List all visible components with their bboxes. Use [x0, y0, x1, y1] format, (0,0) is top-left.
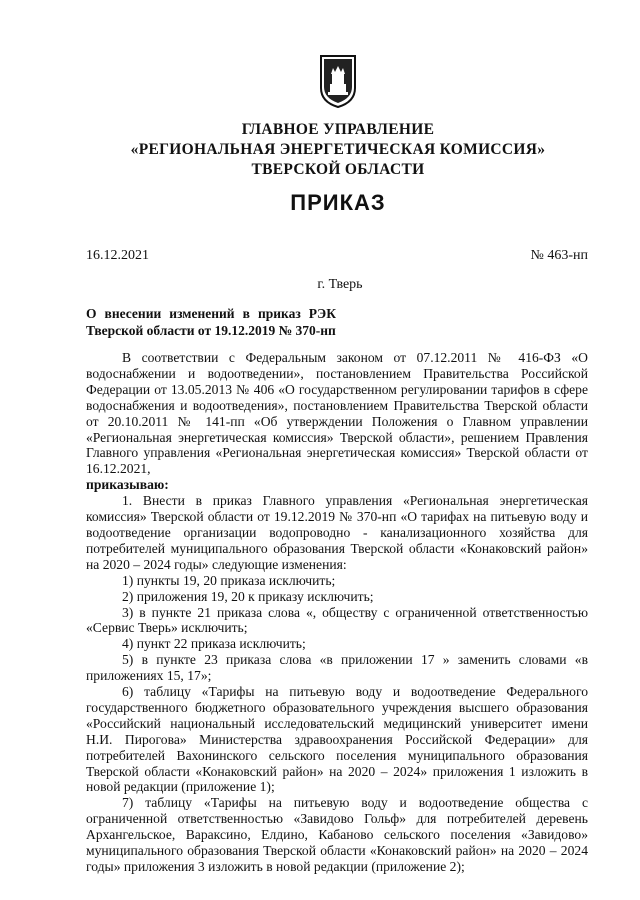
paragraph-subitem-6: 6) таблицу «Тарифы на питьевую воду и водоотведение Федерального государственного бюджетного образовательного учреждения высшего образования «Российский национальный исследовательский медицинский университет имени Н.И. Пирогова» Министерства здравоохранения Российской Федерации» для потребителей Вахонинского сельского поселения муниципального образования Тверской области «Конаковский район» на 2020 – 2024» приложения 1 изложить в новой редакции (приложение 1);: [86, 684, 588, 795]
paragraph-subitem-4: 4) пункт 22 приказа исключить;: [122, 636, 306, 652]
paragraph-item-1: 1. Внести в приказ Главного управления «Региональная энергетическая комиссия» Тверской области от 19.12.2019 № 370-нп «О тарифах на питьевую воду и водоотведение организации водопроводно - канализационного хозяйства для потребителей муниципального образования Тверской области «Конаковский район» на 2020 – 2024 годы» следующие изменения:: [86, 493, 588, 572]
paragraph-preamble: В соответствии с Федеральным законом от 07.12.2011 № 416-ФЗ «О водоснабжении и водоотведении», постановлением Правительства Российской Федерации от 13.05.2013 № 406 «О государственном регулировании тарифов в сфере водоснабжения и водоотведения», постановлением Правительства Тверской области от 20.10.2011 № 141-пп «Об утверждении Положения о Главном управлении «Региональная энергетическая комиссия» Тверской области», решением Правления Главного управления «Региональная энергетическая комиссия» Тверской области от 16.12.2021,: [86, 350, 588, 477]
document-number: № 463-нп: [530, 248, 588, 263]
document-city: г. Тверь: [317, 277, 363, 292]
paragraph-subitem-5: 5) в пункте 23 приказа слова «в приложении 17 » заменить словами «в приложениях 15, 17»;: [86, 652, 588, 684]
document-type-title: ПРИКАЗ: [290, 190, 386, 215]
org-name-line-1: ГЛАВНОЕ УПРАВЛЕНИЕ: [241, 121, 435, 138]
paragraph-subitem-1: 1) пункты 19, 20 приказа исключить;: [122, 572, 336, 588]
paragraph-order-word: приказываю:: [86, 477, 169, 493]
coat-of-arms-icon: [318, 54, 358, 108]
document-subject: О внесении изменений в приказ РЭК Тверской области от 19.12.2019 № 370-нп: [86, 306, 336, 338]
document-body: [86, 350, 588, 875]
org-name-line-3: ТВЕРСКОЙ ОБЛАСТИ: [251, 161, 425, 178]
document-date: 16.12.2021: [86, 248, 149, 263]
org-name-line-2: «РЕГИОНАЛЬНАЯ ЭНЕРГЕТИЧЕСКАЯ КОМИССИЯ»: [130, 141, 546, 158]
paragraph-subitem-3: 3) в пункте 21 приказа слова «, обществу с ограниченной ответственностью «Сервис Тверь» исключить;: [86, 604, 588, 636]
paragraph-subitem-7: 7) таблицу «Тарифы на питьевую воду и водоотведение общества с ограниченной ответственностью «Завидово Гольф» для потребителей деревень Архангельское, Вараксино, Елдино, Кабаново сельского поселения «Завидово» муниципального образования Тверской области «Конаковский район» на 2020 – 2024 годы» приложения 3 изложить в новой редакции (приложение 2);: [86, 795, 588, 874]
paragraph-subitem-2: 2) приложения 19, 20 к приказу исключить;: [122, 588, 374, 604]
